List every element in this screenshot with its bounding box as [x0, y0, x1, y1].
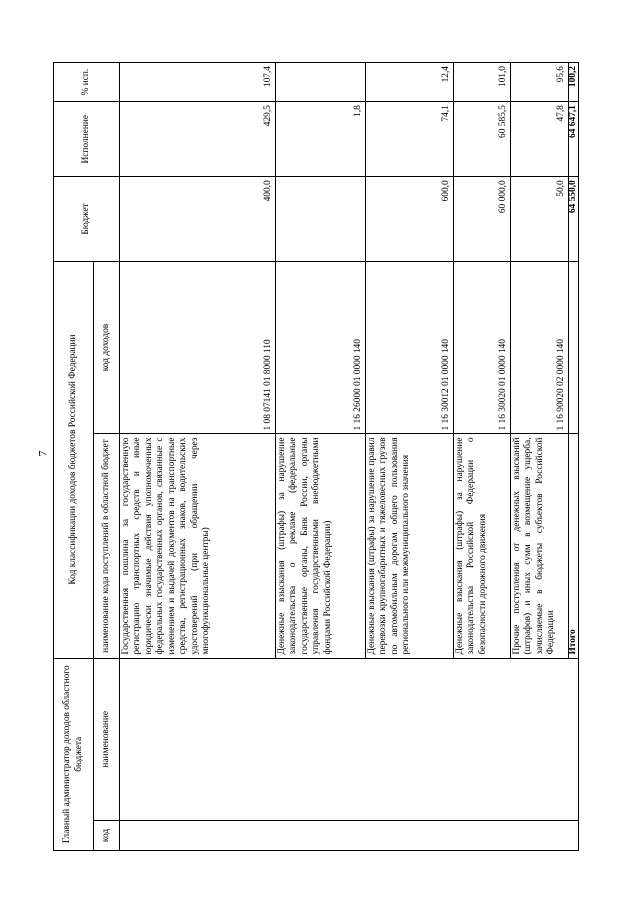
header-admin-code: код — [94, 820, 120, 850]
header-revenue-code: код доходов — [94, 261, 120, 434]
percent-cell: 12,4 — [366, 63, 454, 102]
admin-code-cell — [120, 820, 579, 850]
receipt-name-cell: Денежные взыскания (штрафы) за нарушение правил перевозки крупногабаритных и тяжеловесных грузов по автомобильным дорогам общего пользования регионального или межмуниципального значения — [366, 434, 454, 658]
budget-cell: 600,0 — [366, 177, 454, 261]
total-budget: 64 550,0 — [569, 177, 579, 261]
header-execution: Исполнение — [54, 102, 120, 177]
revenue-code-cell: 1 16 26000 01 0000 140 — [276, 261, 366, 434]
header-receipt-name: наименование кода поступлений в областной бюджет — [94, 434, 120, 658]
revenue-code-cell: 1 16 30012 01 0000 140 — [366, 261, 454, 434]
page-number: 7 — [35, 450, 50, 457]
execution-cell: 429,5 — [120, 102, 276, 177]
total-label: Итого — [569, 434, 579, 658]
revenue-code-cell: 1 08 07141 01 8000 110 — [120, 261, 276, 434]
percent-cell: 95,6 — [511, 63, 569, 102]
revenue-code-cell: 1 16 90020 02 0000 140 — [511, 261, 569, 434]
total-code-cell — [569, 261, 579, 434]
admin-name-cell — [120, 658, 579, 820]
revenue-table — [53, 62, 579, 851]
budget-cell: 60 000,0 — [454, 177, 511, 261]
percent-cell: 101,0 — [454, 63, 511, 102]
header-admin-group: Главный администратор доходов областного бюджета — [54, 658, 94, 850]
total-percent: 100,2 — [569, 63, 579, 102]
execution-cell: 47,8 — [511, 102, 569, 177]
execution-cell: 1,8 — [276, 102, 366, 177]
header-percent: % исп. — [54, 63, 120, 102]
revenue-code-cell: 1 16 30020 01 0000 140 — [454, 261, 511, 434]
receipt-name-cell: Прочие поступления от денежных взысканий (штрафов) и иных сумм в возмещение ущерба, зачисляемые в бюджеты субъектов Российской Федерации — [511, 434, 569, 658]
header-budget: Бюджет — [54, 177, 120, 261]
receipt-name-cell: Денежные взыскания (штрафы) за нарушение законодательства Российской Федерации о безопасности дорожного движения — [454, 434, 511, 658]
table-row — [120, 63, 276, 851]
receipt-name-cell: Государственная пошлина за государственную регистрацию транспортных средств и иные юридически значимые действия уполномоченных федеральных государственных органов, связанные с изменением и выдачей документов на транспортные средства, регистрационных знаков, водительских удостоверений (при обращении через многофункциональные центры) — [120, 434, 276, 658]
total-execution: 64 647,1 — [569, 102, 579, 177]
receipt-name-cell: Денежные взыскания (штрафы) за нарушение законодательства о рекламе (федеральные государственные органы, Банк России, органы управления государственными внебюджетными фондами Российской Федерации) — [276, 434, 366, 658]
rotated-table-wrapper — [53, 62, 577, 851]
header-admin-name: наименование — [94, 658, 120, 820]
percent-cell — [276, 63, 366, 102]
budget-cell — [276, 177, 366, 261]
percent-cell: 107,4 — [120, 63, 276, 102]
header-classification-group: Код классификации доходов бюджетов Российской Федерации — [54, 261, 94, 658]
execution-cell: 60 585,5 — [454, 102, 511, 177]
execution-cell: 74,1 — [366, 102, 454, 177]
budget-cell: 400,0 — [120, 177, 276, 261]
budget-cell: 50,0 — [511, 177, 569, 261]
